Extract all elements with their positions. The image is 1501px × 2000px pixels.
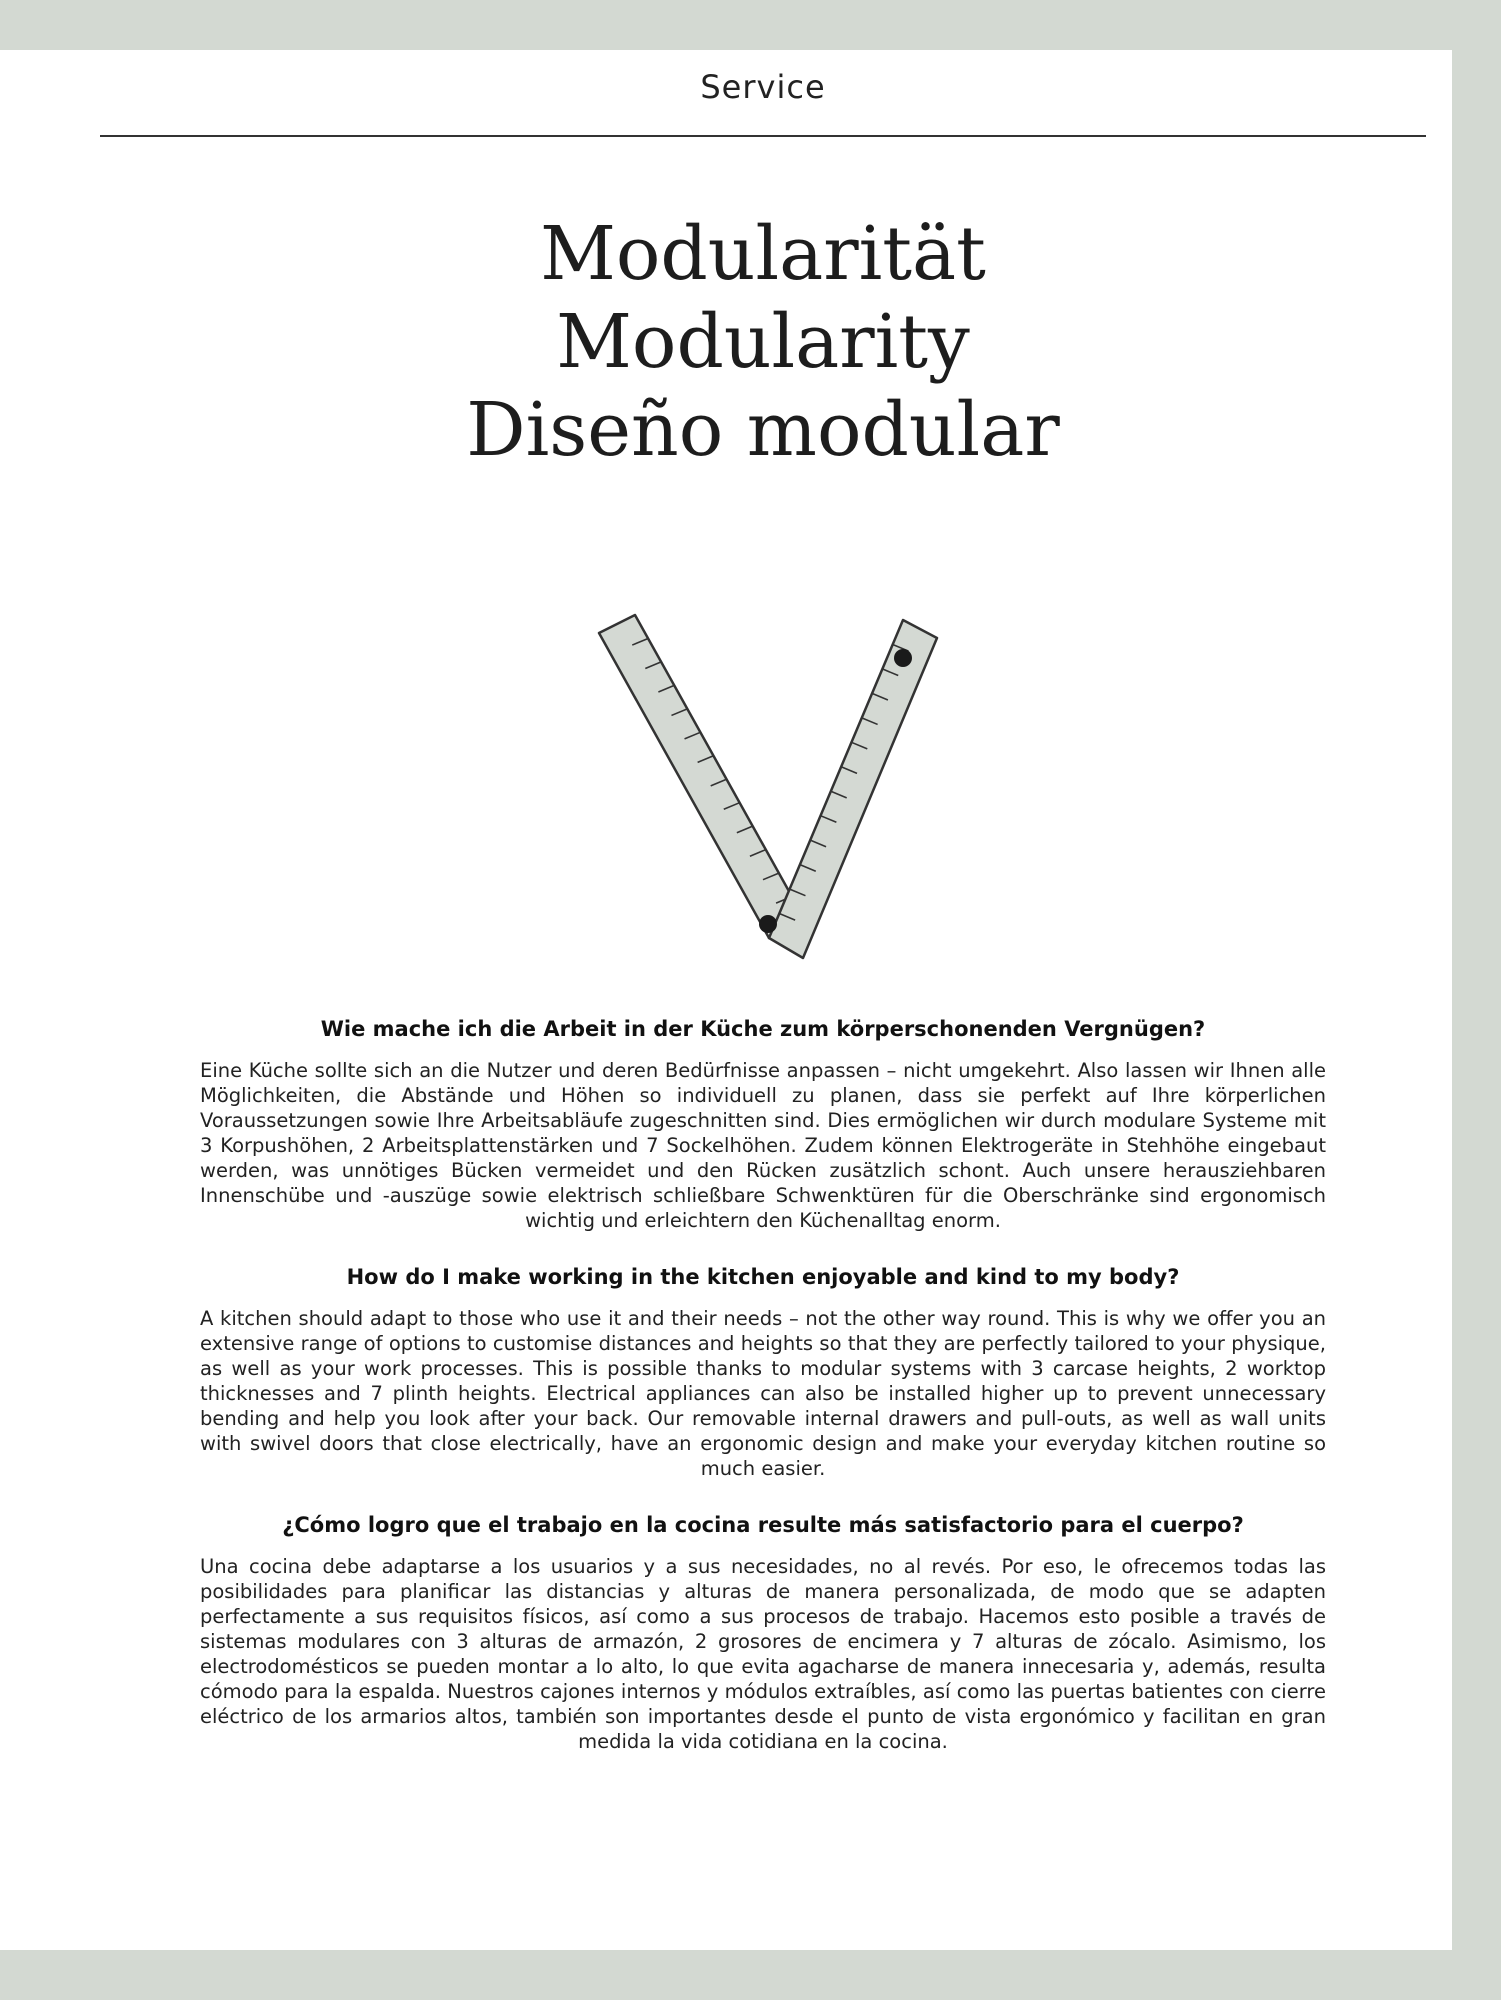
section-spanish (200, 1508, 1326, 1754)
section-label: Service (700, 68, 826, 106)
section-body: Una cocina debe adaptarse a los usuarios y a sus necesidades, no al revés. Por eso, le ofrecemos todas las posibilidades para planificar las distancias y alturas de manera personalizada, de modo que se adapten perfectamente a sus requisitos físicos, así como a sus procesos de trabajo. Hacemos esto posible a través de sistemas modulares con 3 alturas de armazón, 2 grosores de encimera y 7 alturas de zócalo. Asimismo, los electrodomésticos se pueden montar a lo alto, lo que evita agacharse de manera innecesaria y, además, resulta cómodo para la espalda. Nuestros cajones internos y módulos extraíbles, así como las puertas batientes con cierre eléctrico de los armarios altos, también son importantes desde el punto de vista ergonómico y facilitan en gran medida la vida cotidiana en la cocina. (200, 1555, 1326, 1753)
section-heading: Wie mache ich die Arbeit in der Küche zum körperschonenden Vergnügen? (320, 1017, 1206, 1041)
section-english (200, 1260, 1326, 1481)
ruler-rivet-bottom (759, 915, 777, 933)
ruler-segment-left (599, 615, 805, 938)
ruler-segment-right (769, 620, 937, 958)
section-heading: ¿Cómo logro que el trabajo en la cocina resulte más satisfactorio para el cuerpo? (282, 1513, 1244, 1537)
page-title (0, 210, 1501, 474)
section-body: Eine Küche sollte sich an die Nutzer und deren Bedürfnisse anpassen – nicht umgekehrt. Also lassen wir Ihnen alle Möglichkeiten, die Abstände und Höhen so individuell zu planen, dass sie perfekt auf Ihre körperlichen Voraussetzungen sowie Ihre Arbeitsabläufe zugeschnitten sind. Dies ermöglichen wir durch modulare Systeme mit 3 Korpushöhen, 2 Arbeitsplattenstärken und 7 Sockelhöhen. Zudem können Elektrogeräte in Stehhöhe eingebaut werden, was unnötiges Bücken vermeidet und den Rücken zusätzlich schont. Auch unsere herausziehbaren Innenschübe und -auszüge sowie elektrisch schließbare Schwenktüren für die Oberschränke sind ergonomisch wichtig und erleichtern den Küchenalltag enorm. (200, 1059, 1326, 1232)
title-spanish: Diseño modular (466, 387, 1060, 473)
text-content (200, 1012, 1326, 1781)
page (0, 50, 1452, 1950)
folding-ruler-icon (565, 570, 965, 990)
section-heading: How do I make working in the kitchen enjoyable and kind to my body? (346, 1265, 1180, 1289)
title-english: Modularity (556, 299, 970, 385)
section-body: A kitchen should adapt to those who use it and their needs – not the other way round. This is why we offer you an extensive range of options to customise distances and heights so that they are perfectly tailored to your physique, as well as your work processes. This is possible thanks to modular systems with 3 carcase heights, 2 worktop thicknesses and 7 plinth heights. Electrical appliances can also be installed higher up to prevent unnecessary bending and help you look after your back. Our removable internal drawers and pull-outs, as well as wall units with swivel doors that close electrically, have an ergonomic design and make your everyday kitchen routine so much easier. (200, 1307, 1326, 1480)
ruler-rivet-top (894, 649, 912, 667)
title-german: Modularität (540, 211, 986, 297)
header-divider (100, 135, 1426, 137)
section-german (200, 1012, 1326, 1233)
